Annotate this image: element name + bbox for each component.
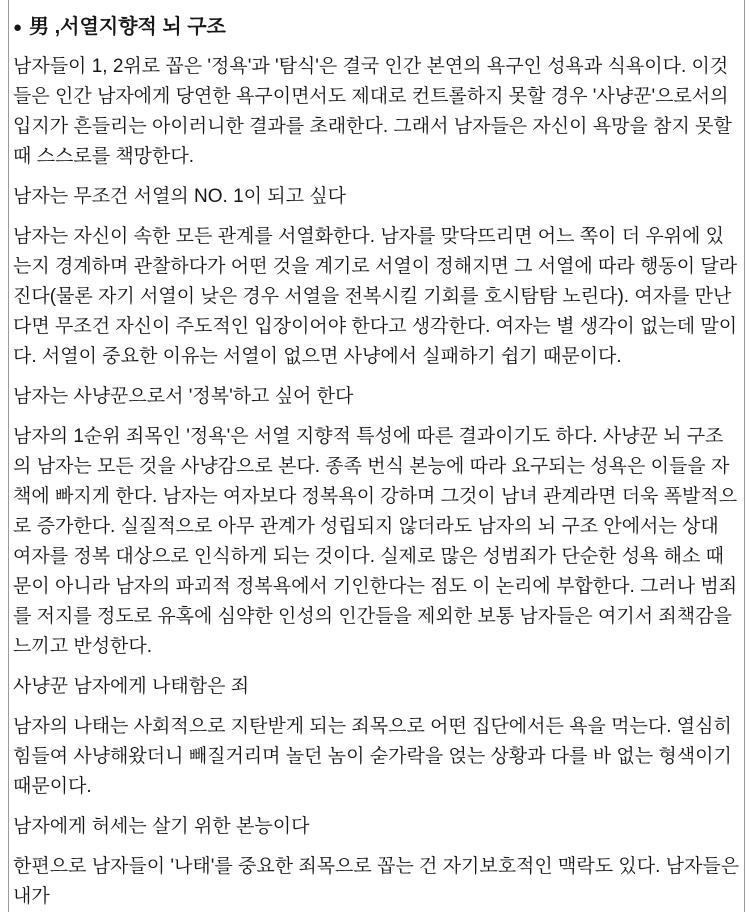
document-page (8, 0, 745, 912)
paragraph-hierarchy: 남자는 자신이 속한 모든 관계를 서열화한다. 남자를 맞닥뜨리면 어느 쪽이 더 우위에 있는지 경계하며 관찰하다가 어떤 것을 계기로 서열이 정해지면 그 서열에 따라 행동이 달라진다(물론 자기 서열이 낮은 경우 서열을 전복시킬 기회를 호시탐탐 노린다). 여자를 만난다면 무조건 자신이 주도적인 입장이어야 한다고 생각한다. 여자는 별 생각이 없는데 말이다. 서열이 중요한 이유는 서열이 없으면 사냥에서 실패하기 쉽기 때문이다. (13, 226, 738, 367)
section-heading-sloth: 사냥꾼 남자에게 나태함은 죄 (13, 676, 250, 697)
page-title-text: 男 ,서열지향적 뇌 구조 (29, 16, 226, 38)
section-heading-conquer: 남자는 사냥꾼으로서 '정복'하고 싶어 한다 (13, 386, 354, 407)
paragraph-bravado: 한편으로 남자들이 '나태'를 중요한 죄목으로 꼽는 건 자기보호적인 맥락도 있다. 남자들은 내가 (13, 856, 740, 907)
bullet-icon: ● (13, 19, 23, 36)
paragraph-sloth: 남자의 나태는 사회적으로 지탄받게 되는 죄목으로 어떤 집단에서든 욕을 먹는다. 열심히 힘들여 사냥해왔더니 빼질거리며 놀던 놈이 숟가락을 얹는 상황과 다를 바 없는 형색이기 때문이다. (13, 716, 732, 797)
paragraph-conquer: 남자의 1순위 죄목인 '정욕'은 서열 지향적 특성에 따른 결과이기도 하다. 사냥꾼 뇌 구조의 남자는 모든 것을 사냥감으로 본다. 종족 번식 본능에 따라 요구되는 성욕은 이들을 자책에 빠지게 한다. 남자는 여자보다 정복욕이 강하며 그것이 남녀 관계라면 더욱 폭발적으로 증가한다. 실질적으로 아무 관계가 성립되지 않더라도 남자의 뇌 구조 안에서는 상대 여자를 정복 대상으로 인식하게 되는 것이다. 실제로 많은 성범죄가 단순한 성욕 해소 때문이 아니라 남자의 파괴적 정복욕에서 기인한다는 점도 이 논리에 부합한다. 그러나 범죄를 저지를 정도로 유혹에 심약한 인성의 인간들을 제외한 보통 남자들은 여기서 죄책감을 느끼고 반성한다. (13, 426, 738, 657)
section-heading-bravado: 남자에게 허세는 살기 위한 본능이다 (13, 816, 310, 837)
paragraph-intro: 남자들이 1, 2위로 꼽은 '정욕'과 '탐식'은 결국 인간 본연의 욕구인 성욕과 식욕이다. 이것들은 인간 남자에게 당연한 욕구이면서도 제대로 컨트롤하지 못할 경우 '사냥꾼'으로서의 입지가 흔들리는 아이러니한 결과를 초래한다. 그래서 남자들은 자신이 욕망을 참지 못할 때 스스로를 책망한다. (13, 56, 732, 167)
section-heading-hierarchy-no1: 남자는 무조건 서열의 NO. 1이 되고 싶다 (13, 186, 346, 207)
page-title (13, 12, 740, 43)
